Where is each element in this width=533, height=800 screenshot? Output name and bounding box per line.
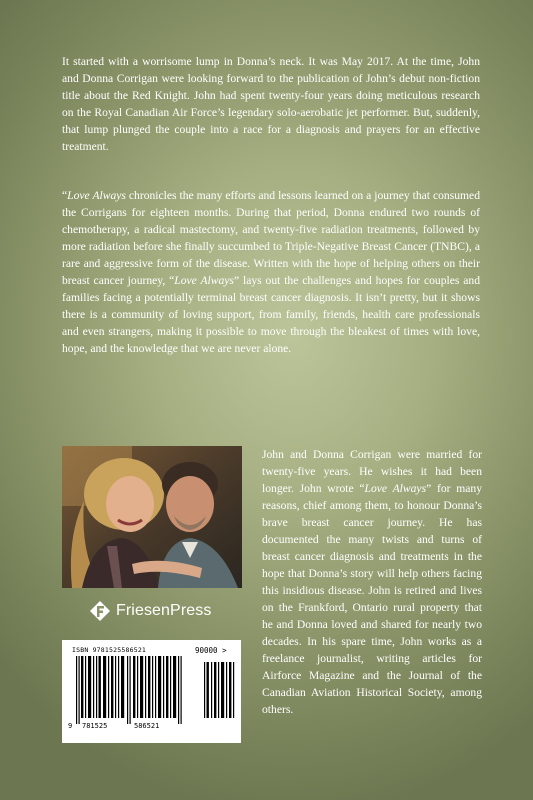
- book-title-italic: Love Always: [364, 482, 427, 495]
- isbn-barcode: [62, 640, 241, 743]
- ean-left-digits: 781525: [82, 722, 108, 730]
- isbn-label: ISBN 9781525586521: [72, 646, 147, 654]
- blurb-paragraph-2-text-b: ” lays out the challenges and hopes for couples and families facing a potentially terminal breast cancer diagnosis. It isn’t pretty, but it shows there is a community of loving support, from family, friends, health care professionals and even strangers, making it possible to move through the bleakest of times with love, hope, and the knowledge that we are never alone.: [62, 274, 481, 355]
- book-title-italic: Love Always: [67, 189, 126, 202]
- publisher-logo: [89, 600, 211, 622]
- ean-right-digits: 586521: [134, 722, 160, 730]
- book-title-italic: Love Always: [174, 274, 234, 287]
- publisher-logo-icon: [89, 600, 111, 622]
- addon-barcode-bars: [203, 656, 235, 718]
- publisher-name: FriesenPress: [116, 602, 212, 619]
- blurb-paragraph-2: “Love Always chronicles the many efforts and lessons learned on a journey that consumed the Corrigans for eighteen months. During that period, Donna endured two rounds of chemotherapy, a radical mastectomy, and twenty-five radiation treatments, followed by more radiation before she finally succumbed to Triple-Negative Breast Cancer (TNBC), a rare and aggressive form of the disease. Written with the hope of helping others on their breast cancer journey, “Love Always” lays out the challenges and hopes for couples and families facing a potentially terminal breast cancer diagnosis. It isn’t pretty, but it shows there is a community of loving support, from family, friends, health care professionals and even strangers, making it possible to move through the bleakest of times with love, hope, and the knowledge that we are never alone.: [62, 189, 481, 355]
- author-bio-text-b: ” for many reasons, chief among them, to honour Donna’s brave breast cancer journey. He has documented the many twists and turns of breast cancer diagnosis and treatments in the hope that Donna’s story will help others facing this insidious disease. John is retired and lives on the Frankford, Ontario rural property that he and Donna loved and shared for nearly two decades. In his spare time, John works as a freelance journalist, writing articles for Airforce Magazine and the Journal of the Canadian Aviation Historical Society, among others.: [262, 482, 482, 716]
- ean-barcode-bars: [70, 656, 190, 724]
- author-photo: [62, 446, 242, 588]
- blurb-paragraph-1: It started with a worrisome lump in Donna’s neck. It was May 2017. At the time, John and Donna Corrigan were looking forward to the publication of John’s debut non-fiction title about the Red Knight. John had spent twenty-four years doing meticulous research on the Royal Canadian Air Force’s legendary solo-aerobatic jet performer. But, suddenly, that lump plunged the couple into a race for a diagnosis and prayers for an effective treatment.: [62, 55, 480, 153]
- addon-price: 90000 >: [195, 646, 227, 655]
- blurb-paragraph-2-text-a: chronicles the many efforts and lessons learned on a journey that consumed the Corrigans for eighteen months. During that period, Donna endured two rounds of chemotherapy, a radical mastectomy, and twenty-five radiation treatments, followed by more radiation before she finally succumbed to Triple-Negative Breast Cancer (TNBC), a rare and aggressive form of the disease. Written with the hope of helping others on their breast cancer journey, “: [62, 189, 480, 287]
- author-bio-text-a: John and Donna Corrigan were married for twenty-five years. He wishes it had been longer. John wrote “: [262, 448, 482, 495]
- ean-first-digit: 9: [68, 722, 73, 730]
- author-bio: [262, 446, 482, 718]
